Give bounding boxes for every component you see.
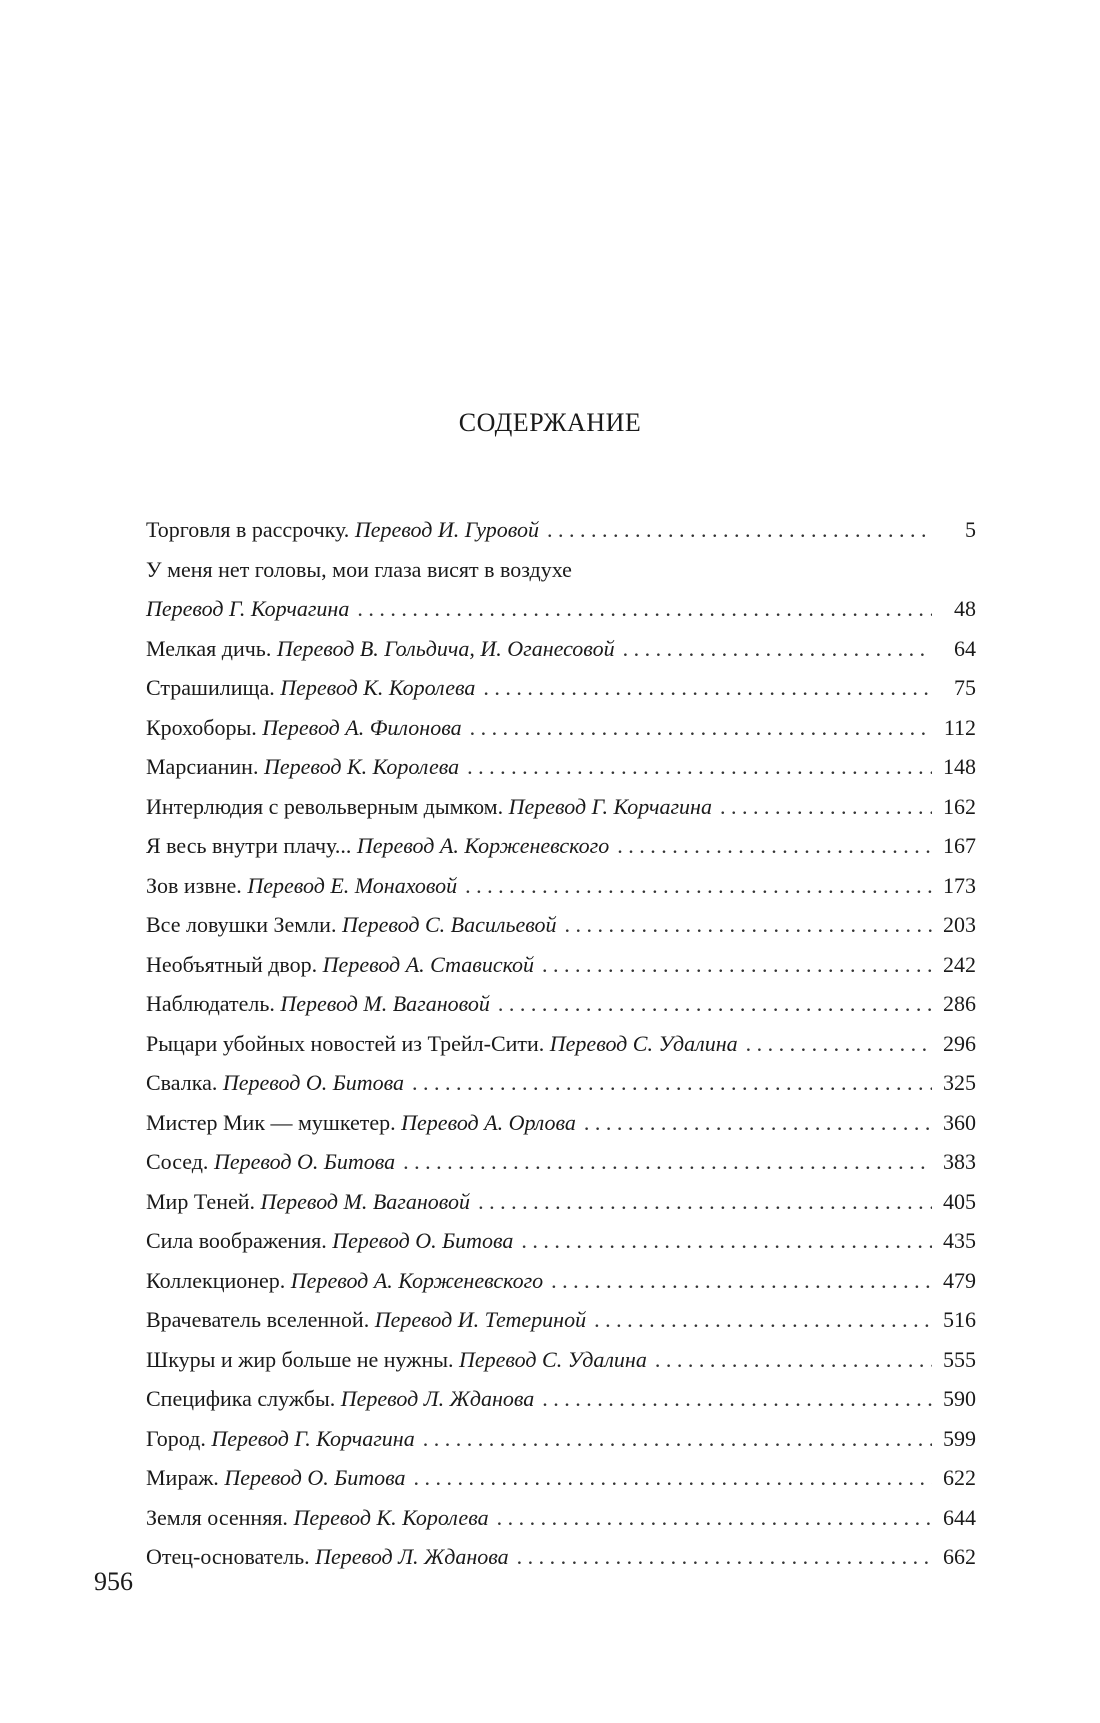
entry-translator: Перевод А. Ставиской bbox=[322, 951, 535, 977]
entry-translator: Перевод Е. Монаховой bbox=[247, 872, 458, 898]
entry-translator: Перевод К. Королева bbox=[263, 754, 460, 779]
entry-translator: Перевод Л. Жданова bbox=[340, 1386, 535, 1411]
dot-leader bbox=[594, 1300, 932, 1340]
toc-entry bbox=[146, 1024, 976, 1064]
toc-entry bbox=[146, 1419, 976, 1459]
entry-translator: Перевод С. Васильевой bbox=[341, 912, 557, 937]
entry-page: 167 bbox=[943, 833, 976, 858]
dot-leader bbox=[623, 629, 932, 669]
entry-title: Интерлюдия с револьверным дымком. bbox=[146, 793, 504, 819]
entry-title: Свалка. bbox=[146, 1070, 218, 1095]
toc-entry bbox=[146, 1379, 976, 1419]
dot-leader bbox=[617, 826, 932, 866]
entry-title: Все ловушки Земли. bbox=[146, 912, 337, 937]
entry-translator: Перевод А. Корженевского bbox=[356, 833, 610, 858]
entry-title: Мираж. bbox=[146, 1465, 219, 1490]
toc-entry bbox=[146, 1261, 976, 1301]
entry-page: 325 bbox=[943, 1070, 976, 1095]
toc-entry bbox=[146, 826, 976, 866]
dot-leader bbox=[547, 510, 932, 550]
toc-entry bbox=[146, 510, 976, 550]
entry-page: 644 bbox=[943, 1504, 976, 1530]
dot-leader bbox=[542, 945, 932, 985]
entry-page: 203 bbox=[943, 912, 976, 937]
entry-page: 479 bbox=[943, 1267, 976, 1293]
entry-page: 590 bbox=[943, 1386, 976, 1411]
toc-entry bbox=[146, 905, 976, 945]
toc-entry bbox=[146, 1498, 976, 1538]
dot-leader bbox=[478, 1182, 932, 1222]
entry-title: Необъятный двор. bbox=[146, 951, 318, 977]
dot-leader bbox=[465, 866, 932, 906]
entry-translator: Перевод М. Вагановой bbox=[280, 991, 490, 1016]
toc-entry bbox=[146, 945, 976, 985]
toc-entry bbox=[146, 1340, 976, 1380]
entry-title: Отец-основатель. bbox=[146, 1544, 310, 1569]
entry-page: 242 bbox=[943, 951, 976, 977]
entry-page: 435 bbox=[943, 1228, 976, 1253]
dot-leader bbox=[470, 708, 932, 748]
toc-entry bbox=[146, 1537, 976, 1577]
entry-translator: Перевод С. Удалина bbox=[549, 1030, 738, 1056]
entry-page: 296 bbox=[943, 1030, 976, 1056]
entry-translator: Перевод Г. Корчагина bbox=[211, 1425, 415, 1451]
entry-translator: Перевод Г. Корчагина bbox=[146, 596, 350, 621]
toc-entry bbox=[146, 1103, 976, 1143]
entry-title: Крохоборы. bbox=[146, 714, 257, 740]
entry-page: 360 bbox=[943, 1109, 976, 1135]
entry-page: 148 bbox=[943, 754, 976, 779]
entry-title: У меня нет головы, мои глаза висят в воздухе bbox=[146, 556, 572, 582]
entry-page: 112 bbox=[943, 714, 976, 740]
entry-page: 599 bbox=[943, 1425, 976, 1451]
entry-page: 555 bbox=[943, 1346, 976, 1372]
toc-entry bbox=[146, 668, 976, 708]
toc-entry bbox=[146, 1300, 976, 1340]
dot-leader bbox=[497, 1498, 932, 1538]
dot-leader bbox=[412, 1063, 932, 1103]
dot-leader bbox=[423, 1419, 932, 1459]
entry-page: 173 bbox=[943, 872, 976, 898]
dot-leader bbox=[403, 1142, 932, 1182]
dot-leader bbox=[521, 1221, 932, 1261]
entry-page: 405 bbox=[943, 1188, 976, 1214]
toc-entry bbox=[146, 708, 976, 748]
entry-page: 48 bbox=[954, 596, 976, 621]
toc-entry bbox=[146, 1142, 976, 1182]
dot-leader bbox=[746, 1024, 932, 1064]
dot-leader bbox=[564, 905, 932, 945]
entry-title: Страшилища. bbox=[146, 675, 275, 700]
toc-entry bbox=[146, 1458, 976, 1498]
entry-translator: Перевод О. Битова bbox=[213, 1149, 396, 1174]
page-title: СОДЕРЖАНИЕ bbox=[458, 408, 642, 437]
entry-title: Коллекционер. bbox=[146, 1267, 286, 1293]
dot-leader bbox=[467, 747, 932, 787]
entry-translator: Перевод А. Корженевского bbox=[290, 1267, 544, 1293]
entry-title: Земля осенняя. bbox=[146, 1504, 288, 1530]
entry-translator: Перевод Л. Жданова bbox=[315, 1544, 509, 1569]
dot-leader bbox=[483, 668, 932, 708]
entry-page: 662 bbox=[943, 1544, 976, 1569]
entry-page: 383 bbox=[943, 1149, 976, 1174]
entry-page: 162 bbox=[943, 793, 976, 819]
dot-leader bbox=[551, 1261, 932, 1301]
entry-title: Марсианин. bbox=[146, 754, 259, 779]
toc-entry bbox=[146, 984, 976, 1024]
dot-leader bbox=[517, 1537, 932, 1577]
entry-title: Сосед. bbox=[146, 1149, 209, 1174]
page-number: 956 bbox=[94, 1567, 133, 1596]
entry-title: Сила воображения. bbox=[146, 1228, 327, 1253]
dot-leader bbox=[498, 984, 932, 1024]
entry-title: Торговля в рассрочку. bbox=[146, 517, 350, 542]
entry-title: Мистер Мик — мушкетер. bbox=[146, 1109, 396, 1135]
dot-leader bbox=[357, 589, 932, 629]
toc-entry bbox=[146, 866, 976, 906]
entry-page: 64 bbox=[954, 635, 976, 661]
toc-entry bbox=[146, 787, 976, 827]
entry-title: Мелкая дичь. bbox=[146, 635, 272, 661]
toc-entry bbox=[146, 1063, 976, 1103]
entry-translator: Перевод И. Гуровой bbox=[354, 517, 540, 542]
entry-title: Мир Теней. bbox=[146, 1188, 256, 1214]
table-of-contents bbox=[146, 510, 976, 1577]
entry-translator: Перевод А. Орлова bbox=[401, 1109, 576, 1135]
entry-title: Зов извне. bbox=[146, 872, 242, 898]
toc-entry bbox=[146, 550, 976, 629]
toc-entry bbox=[146, 747, 976, 787]
entry-page: 622 bbox=[943, 1465, 976, 1490]
entry-translator: Перевод А. Филонова bbox=[262, 714, 462, 740]
dot-leader bbox=[655, 1340, 932, 1380]
toc-entry bbox=[146, 1221, 976, 1261]
entry-translator: Перевод С. Удалина bbox=[459, 1346, 647, 1372]
entry-title: Шкуры и жир больше не нужны. bbox=[146, 1346, 454, 1372]
entry-translator: Перевод О. Битова bbox=[224, 1465, 406, 1490]
toc-entry bbox=[146, 629, 976, 669]
entry-translator: Перевод И. Тетериной bbox=[374, 1307, 587, 1332]
entry-title: Рыцари убойных новостей из Трейл-Сити. bbox=[146, 1030, 545, 1056]
dot-leader bbox=[542, 1379, 932, 1419]
entry-page: 75 bbox=[954, 675, 976, 700]
entry-translator: Перевод Г. Корчагина bbox=[508, 793, 712, 819]
entry-page: 5 bbox=[965, 517, 976, 542]
entry-translator: Перевод В. Гольдича, И. Оганесовой bbox=[276, 635, 615, 661]
entry-page: 286 bbox=[943, 991, 976, 1016]
dot-leader bbox=[720, 787, 932, 827]
entry-title: Я весь внутри плачу... bbox=[146, 833, 352, 858]
entry-title: Специфика службы. bbox=[146, 1386, 336, 1411]
entry-translator: Перевод О. Битова bbox=[222, 1070, 404, 1095]
entry-page: 516 bbox=[943, 1307, 976, 1332]
entry-translator: Перевод О. Битова bbox=[332, 1228, 514, 1253]
entry-translator: Перевод К. Королева bbox=[293, 1504, 489, 1530]
entry-translator: Перевод М. Вагановой bbox=[260, 1188, 471, 1214]
dot-leader bbox=[584, 1103, 932, 1143]
entry-translator: Перевод К. Королева bbox=[280, 675, 476, 700]
dot-leader bbox=[413, 1458, 932, 1498]
entry-title: Город. bbox=[146, 1425, 206, 1451]
toc-entry bbox=[146, 1182, 976, 1222]
entry-title: Наблюдатель. bbox=[146, 991, 275, 1016]
entry-title: Врачеватель вселенной. bbox=[146, 1307, 370, 1332]
